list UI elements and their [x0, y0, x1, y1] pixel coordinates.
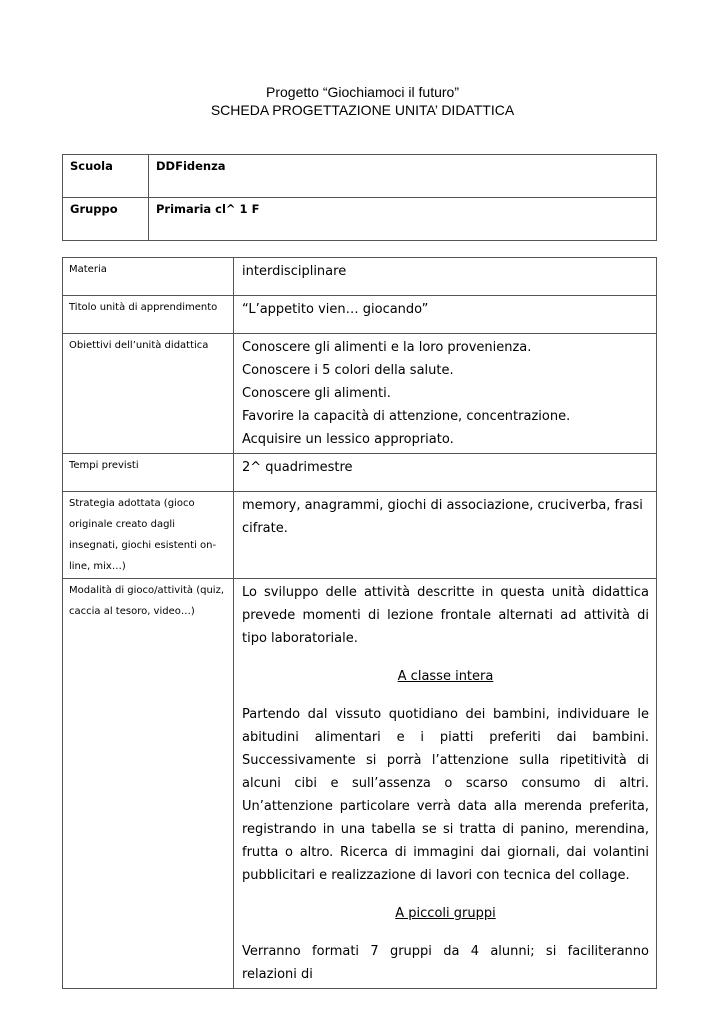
modalita-value: [234, 579, 657, 989]
project-title: Progetto “Giochiamoci il futuro”: [266, 84, 459, 100]
modalita-paragraph-2: Verranno formati 7 gruppi da 4 alunni; si faciliteranno relazioni di: [242, 944, 649, 982]
info-row-scuola: [63, 155, 657, 198]
heading-classe-intera: A classe intera: [397, 669, 494, 684]
sheet-title: SCHEDA PROGETTAZIONE UNITA’ DIDATTICA: [210, 102, 515, 118]
row-materia: [63, 258, 657, 296]
strategia-label: Strategia adottata (gioco originale creato dagli insegnati, giochi esistenti on-line, mix…): [63, 492, 234, 579]
modalita-paragraph-1: Partendo dal vissuto quotidiano dei bambini, individuare le abitudini alimentari e i piatti preferiti dai bambini. Successivamente si porrà l’attenzione sulla ripetitività di alcuni cibi e sull’assenza o scarso consumo di altri. Un’attenzione particolare verrà data alla merenda preferita, registrando in una tabella se si tratta di panino, merendina, frutta o altro. Ricerca di immagini dai giornali, dai volantini pubblicitari e realizzazione di lavori con tecnica del collage.: [242, 707, 649, 883]
info-table: [62, 154, 657, 241]
modalita-label: Modalità di gioco/attività (quiz, caccia al tesoro, video…): [63, 579, 234, 989]
row-tempi: [63, 454, 657, 492]
obiettivo-line: Favorire la capacità di attenzione, concentrazione.: [242, 409, 571, 424]
tempi-label: Tempi previsti: [63, 454, 234, 492]
obiettivi-value: [234, 334, 657, 454]
obiettivo-line: Conoscere gli alimenti.: [242, 386, 391, 401]
row-titolo: [63, 296, 657, 334]
obiettivi-label: Obiettivi dell’unità didattica: [63, 334, 234, 454]
row-strategia: [63, 492, 657, 579]
gruppo-label: Gruppo: [63, 198, 149, 241]
titolo-label: Titolo unità di apprendimento: [63, 296, 234, 334]
materia-value: interdisciplinare: [234, 258, 657, 296]
scuola-value: DDFidenza: [149, 155, 657, 198]
materia-label: Materia: [63, 258, 234, 296]
gruppo-value: Primaria cl^ 1 F: [149, 198, 657, 241]
tempi-value: 2^ quadrimestre: [234, 454, 657, 492]
strategia-value: memory, anagrammi, giochi di associazione, cruciverba, frasi cifrate.: [234, 492, 657, 579]
info-row-gruppo: [63, 198, 657, 241]
modalita-intro: Lo sviluppo delle attività descritte in questa unità didattica prevede momenti di lezione frontale alternati ad attività di tipo laboratoriale.: [242, 585, 649, 646]
obiettivo-line: Conoscere gli alimenti e la loro provenienza.: [242, 340, 532, 355]
scuola-label: Scuola: [63, 155, 149, 198]
unit-table: [62, 257, 657, 989]
heading-piccoli-gruppi: A piccoli gruppi: [395, 906, 496, 921]
obiettivo-line: Acquisire un lessico appropriato.: [242, 432, 454, 447]
row-obiettivi: [63, 334, 657, 454]
obiettivo-line: Conoscere i 5 colori della salute.: [242, 363, 454, 378]
row-modalita: [63, 579, 657, 989]
titolo-value: “L’appetito vien… giocando”: [234, 296, 657, 334]
